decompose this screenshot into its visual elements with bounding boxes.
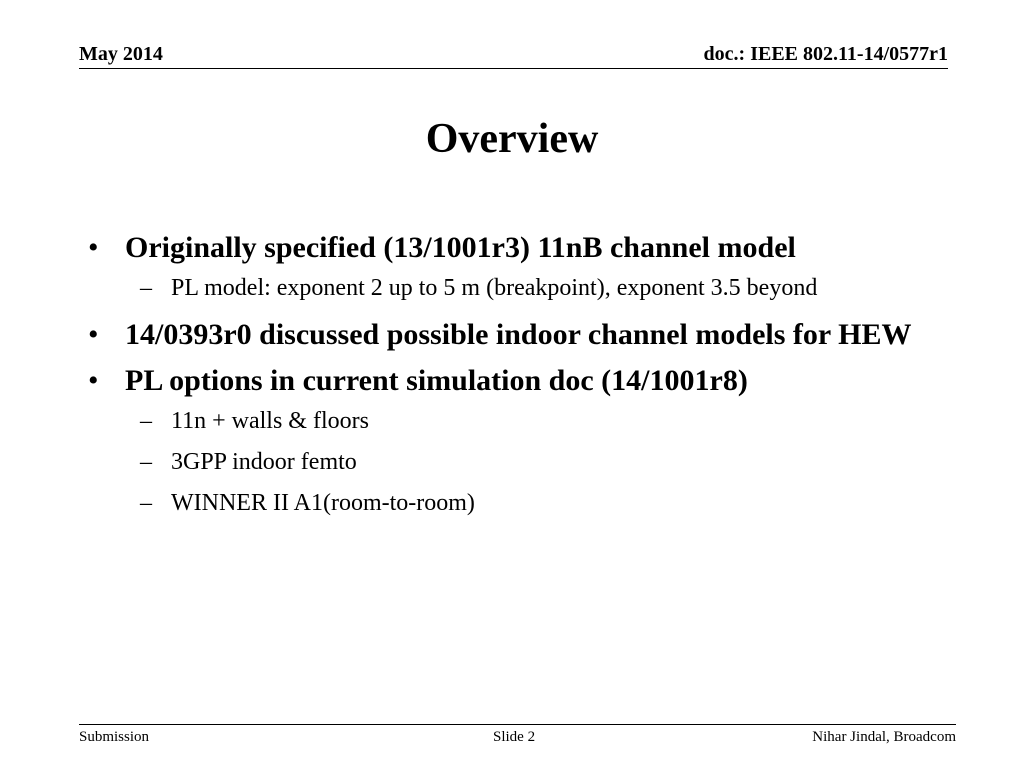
sub-bullet-text: PL model: exponent 2 up to 5 m (breakpoint), exponent 3.5 beyond [171,275,818,301]
bullet-item [88,315,948,355]
sub-bullet-mark: – [140,408,152,434]
sub-bullet-mark: – [140,490,152,516]
sub-bullet-item [88,401,948,442]
header-divider [79,68,948,69]
sub-bullet-item [88,483,948,524]
bullet-item [88,361,948,401]
slide-body [88,228,948,524]
bullet-text: PL options in current simulation doc (14/1001r8) [125,364,748,397]
header-doc-id: doc.: IEEE 802.11-14/0577r1 [703,43,948,65]
bullet-text: 14/0393r0 discussed possible indoor channel models for HEW [125,318,912,351]
footer-slide-number: Slide 2 [493,729,536,745]
footer-submission: Submission [79,729,150,745]
sub-bullet-text: WINNER II A1(room-to-room) [171,490,475,516]
footer-author: Nihar Jindal, Broadcom [812,729,956,745]
bullet-mark: • [88,231,99,264]
sub-bullet-item [88,268,948,309]
bullet-item [88,228,948,268]
bullet-mark: • [88,364,99,397]
sub-bullet-mark: – [140,449,152,475]
bullet-text: Originally specified (13/1001r3) 11nB channel model [125,231,796,264]
footer-divider [79,724,956,725]
sub-bullet-text: 11n + walls & floors [171,408,369,434]
sub-bullet-text: 3GPP indoor femto [171,449,357,475]
sub-bullet-mark: – [140,275,152,301]
sub-bullet-item [88,442,948,483]
bullet-mark: • [88,318,99,351]
slide-title: Overview [425,116,599,162]
header-date: May 2014 [79,43,163,65]
